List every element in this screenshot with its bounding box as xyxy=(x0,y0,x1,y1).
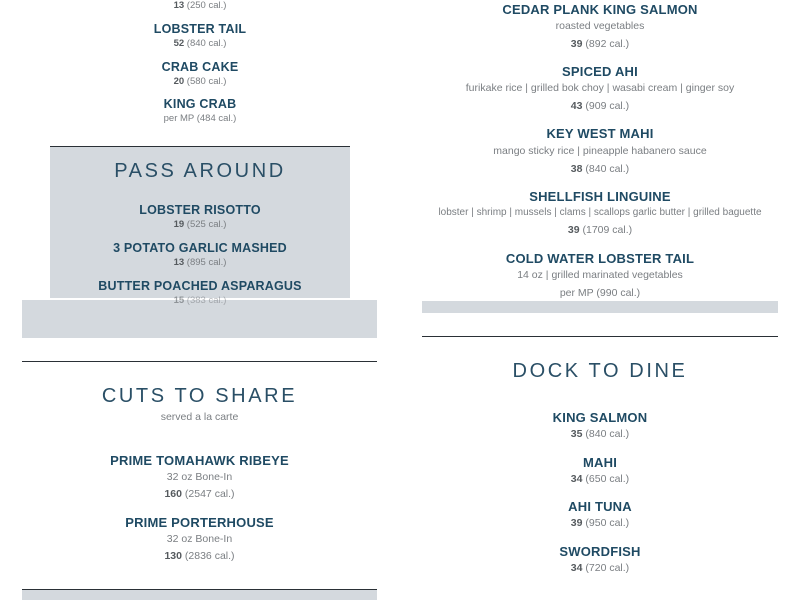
item-name: 3 POTATO GARLIC MASHED xyxy=(113,241,287,255)
item-price: 13 xyxy=(173,257,185,268)
price-line xyxy=(100,113,300,124)
item-calories: (1709 cal.) xyxy=(582,224,633,236)
item-price: 43 xyxy=(570,100,583,112)
item-name: KEY WEST MAHI xyxy=(546,126,654,141)
item-calories: (383 cal.) xyxy=(186,295,227,306)
item-name: AHI TUNA xyxy=(568,499,632,514)
item-description: furikake rice | grilled bok choy | wasabi cream | ginger soy xyxy=(465,82,735,94)
item-price: per MP xyxy=(559,287,594,299)
section-title-dock-to-dine: DOCK TO DINE xyxy=(512,360,688,382)
price-line xyxy=(422,517,778,529)
item-description: 32 oz Bone-In xyxy=(166,533,233,545)
item-calories: (2836 cal.) xyxy=(184,550,235,562)
item-name: SHELLFISH LINGUINE xyxy=(529,189,671,204)
item-price: 15 xyxy=(173,295,185,306)
price-line xyxy=(22,550,377,562)
section-divider xyxy=(22,361,377,362)
item-calories: (650 cal.) xyxy=(585,473,630,485)
section-title-cuts-to-share: CUTS TO SHARE xyxy=(101,385,298,407)
item-price: 38 xyxy=(570,163,583,175)
price-line xyxy=(22,488,377,500)
price-line xyxy=(50,219,350,230)
item-calories: (525 cal.) xyxy=(186,219,227,230)
item-name: COLD WATER LOBSTER TAIL xyxy=(505,251,695,266)
item-calories: (895 cal.) xyxy=(186,257,227,268)
item-description: lobster | shrimp | mussels | clams | scallops garlic butter | grilled baguette xyxy=(438,207,762,218)
item-name: CRAB CAKE xyxy=(161,60,239,74)
item-description: roasted vegetables xyxy=(555,20,645,32)
price-line xyxy=(50,257,350,268)
item-price: 39 xyxy=(567,224,580,236)
section-background xyxy=(22,590,377,600)
item-name: LOBSTER RISOTTO xyxy=(139,203,261,217)
item-calories: (484 cal.) xyxy=(196,113,237,124)
price-line xyxy=(422,163,778,175)
item-name: PRIME PORTERHOUSE xyxy=(125,515,274,530)
item-name: MAHI xyxy=(582,455,618,470)
item-price: 34 xyxy=(570,473,583,485)
item-description: 32 oz Bone-In xyxy=(166,471,233,483)
item-name: CEDAR PLANK KING SALMON xyxy=(502,2,698,17)
item-price: 39 xyxy=(570,517,583,529)
item-description: 14 oz | grilled marinated vegetables xyxy=(517,269,683,281)
item-price: 13 xyxy=(173,0,185,11)
item-name: BUTTER POACHED ASPARAGUS xyxy=(98,279,302,293)
item-name: LOBSTER TAIL xyxy=(153,22,247,36)
item-calories: (990 cal.) xyxy=(596,287,641,299)
section-divider xyxy=(50,146,350,147)
price-line xyxy=(422,224,778,236)
price-line xyxy=(422,473,778,485)
price-line xyxy=(100,38,300,49)
item-calories: (580 cal.) xyxy=(186,76,227,87)
item-calories: (840 cal.) xyxy=(186,38,227,49)
price-line xyxy=(422,38,778,50)
item-calories: (840 cal.) xyxy=(585,163,630,175)
item-calories: (840 cal.) xyxy=(585,428,630,440)
item-price: per MP xyxy=(163,113,195,124)
item-description: mango sticky rice | pineapple habanero sauce xyxy=(493,145,707,157)
item-calories: (892 cal.) xyxy=(585,38,630,50)
price-line xyxy=(422,562,778,574)
item-name: SPICED AHI xyxy=(562,64,638,79)
item-name: SWORDFISH xyxy=(559,544,641,559)
item-calories: (950 cal.) xyxy=(585,517,630,529)
price-line xyxy=(100,0,300,11)
item-price: 52 xyxy=(173,38,185,49)
price-line xyxy=(422,428,778,440)
item-price: 34 xyxy=(570,562,583,574)
item-price: 19 xyxy=(173,219,185,230)
item-name: KING CRAB xyxy=(163,97,237,111)
section-divider xyxy=(422,336,778,337)
item-price: 160 xyxy=(164,488,182,500)
item-price: 130 xyxy=(164,550,182,562)
section-subtitle: served a la carte xyxy=(160,411,239,423)
price-line xyxy=(422,287,778,299)
item-calories: (909 cal.) xyxy=(585,100,630,112)
price-line xyxy=(422,100,778,112)
price-line xyxy=(50,295,350,306)
item-name: KING SALMON xyxy=(552,410,648,425)
section-background xyxy=(422,301,778,313)
item-calories: (720 cal.) xyxy=(585,562,630,574)
item-price: 39 xyxy=(570,38,583,50)
item-name: PRIME TOMAHAWK RIBEYE xyxy=(110,453,289,468)
item-calories: (2547 cal.) xyxy=(184,488,235,500)
section-title-pass-around: PASS AROUND xyxy=(114,160,286,182)
item-price: 20 xyxy=(173,76,185,87)
item-price: 35 xyxy=(570,428,583,440)
price-line xyxy=(100,76,300,87)
item-calories: (250 cal.) xyxy=(186,0,227,11)
